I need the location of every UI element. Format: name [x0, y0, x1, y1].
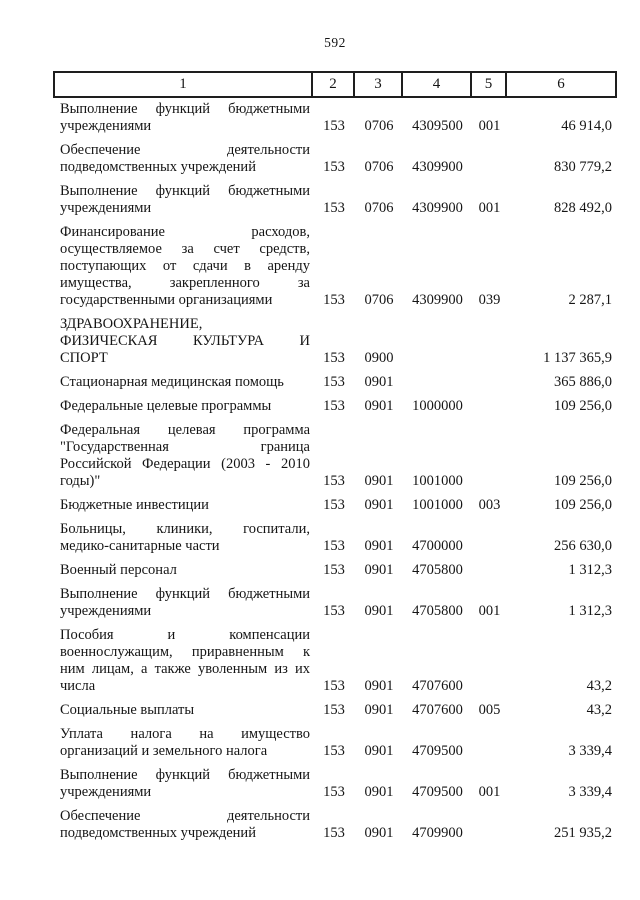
- row-label-line: Обеспечение деятельности: [60, 808, 310, 824]
- col-amount: 3 339,4: [568, 784, 612, 800]
- table-row: [53, 586, 617, 620]
- col-amount: 828 492,0: [554, 200, 612, 216]
- row-label: [53, 398, 313, 415]
- table-row: [53, 374, 617, 391]
- row-label-line: СПОРТ: [60, 350, 108, 366]
- row-label-line: поступающих от сдачи в аренду: [60, 258, 310, 274]
- row-label-line: Уплата налога на имущество: [60, 726, 310, 742]
- table-row: [53, 142, 617, 176]
- row-label-line: учреждениями: [60, 784, 152, 800]
- row-label-line: Стационарная медицинская помощь: [60, 374, 284, 390]
- header-cell-6: 6: [505, 71, 617, 98]
- table-row: [53, 316, 617, 367]
- row-label-line: ним лицам, а также уволенным из их: [60, 661, 310, 677]
- col-section-code: 0706: [364, 159, 394, 175]
- col-target-article-code: 4709500: [412, 784, 463, 800]
- table-row: [53, 224, 617, 309]
- header-cell-5: 5: [470, 71, 507, 98]
- table-row: [53, 726, 617, 760]
- col-amount: 43,2: [586, 702, 612, 718]
- col-section-code: 0901: [364, 538, 394, 554]
- col-chapter-code: 153: [323, 374, 345, 390]
- row-label: [53, 562, 313, 579]
- row-label-line: числа: [60, 678, 96, 694]
- row-label-line: Бюджетные инвестиции: [60, 497, 209, 513]
- row-label-line: имущества, закрепленного за: [60, 275, 310, 291]
- col-target-article-code: 4705800: [412, 562, 463, 578]
- col-chapter-code: 153: [323, 603, 345, 619]
- col-target-article-code: 4707600: [412, 702, 463, 718]
- col-chapter-code: 153: [323, 200, 345, 216]
- col-amount: 1 312,3: [568, 603, 612, 619]
- col-amount: 251 935,2: [554, 825, 612, 841]
- row-label-line: Военный персонал: [60, 562, 177, 578]
- row-label-line: Социальные выплаты: [60, 702, 195, 718]
- col-chapter-code: 153: [323, 702, 345, 718]
- col-chapter-code: 153: [323, 473, 345, 489]
- row-label-line: Федеральные целевые программы: [60, 398, 272, 414]
- row-label-line: учреждениями: [60, 603, 152, 619]
- row-label-line: организаций и земельного налога: [60, 743, 268, 759]
- table-row: [53, 562, 617, 579]
- col-target-article-code: 1001000: [412, 497, 463, 513]
- row-label: [53, 627, 313, 695]
- col-target-article-code: 4707600: [412, 678, 463, 694]
- col-target-article-code: 1001000: [412, 473, 463, 489]
- row-label: [53, 101, 313, 135]
- row-label: [53, 702, 313, 719]
- table-row: [53, 521, 617, 555]
- col-section-code: 0901: [364, 603, 394, 619]
- col-target-article-code: 1000000: [412, 398, 463, 414]
- row-label-line: Больницы, клиники, госпитали,: [60, 521, 310, 537]
- col-chapter-code: 153: [323, 398, 345, 414]
- col-expense-type-code: 005: [478, 702, 501, 718]
- table-row: [53, 183, 617, 217]
- row-label-line: Пособия и компенсации: [60, 627, 310, 643]
- col-section-code: 0706: [364, 118, 394, 134]
- col-section-code: 0901: [364, 784, 394, 800]
- row-label: [53, 808, 313, 842]
- row-label: [53, 521, 313, 555]
- col-expense-type-code: 039: [478, 292, 501, 308]
- col-amount: 109 256,0: [554, 497, 612, 513]
- col-chapter-code: 153: [323, 678, 345, 694]
- col-section-code: 0901: [364, 473, 394, 489]
- col-amount: 43,2: [586, 678, 612, 694]
- row-label-line: Федеральная целевая программа: [60, 422, 310, 438]
- row-label: [53, 726, 313, 760]
- col-section-code: 0901: [364, 374, 394, 390]
- row-label-line: Российской Федерации (2003 - 2010: [60, 456, 310, 472]
- row-label-line: "Государственная граница: [60, 439, 310, 455]
- row-label-line: государственными организациями: [60, 292, 273, 308]
- col-expense-type-code: 001: [478, 603, 501, 619]
- row-label: [53, 374, 313, 391]
- row-label: [53, 422, 313, 490]
- col-amount: 3 339,4: [568, 743, 612, 759]
- row-label: [53, 224, 313, 309]
- col-chapter-code: 153: [323, 562, 345, 578]
- col-section-code: 0901: [364, 562, 394, 578]
- col-section-code: 0901: [364, 497, 394, 513]
- row-label-line: Выполнение функций бюджетными: [60, 101, 310, 117]
- col-chapter-code: 153: [323, 743, 345, 759]
- col-amount: 830 779,2: [554, 159, 612, 175]
- table-header-row: [53, 71, 617, 98]
- col-chapter-code: 153: [323, 350, 345, 366]
- col-amount: 365 886,0: [554, 374, 612, 390]
- row-label-line: ЗДРАВООХРАНЕНИЕ,: [60, 316, 203, 332]
- row-label: [53, 497, 313, 514]
- col-section-code: 0901: [364, 825, 394, 841]
- col-chapter-code: 153: [323, 497, 345, 513]
- row-label-line: учреждениями: [60, 200, 152, 216]
- col-section-code: 0901: [364, 398, 394, 414]
- col-section-code: 0901: [364, 678, 394, 694]
- col-target-article-code: 4309900: [412, 292, 463, 308]
- col-section-code: 0900: [364, 350, 394, 366]
- row-label-line: подведомственных учреждений: [60, 825, 256, 841]
- row-label: [53, 142, 313, 176]
- row-label: [53, 586, 313, 620]
- col-chapter-code: 153: [323, 784, 345, 800]
- col-expense-type-code: 001: [478, 200, 501, 216]
- col-amount: 109 256,0: [554, 473, 612, 489]
- col-chapter-code: 153: [323, 538, 345, 554]
- col-target-article-code: 4700000: [412, 538, 463, 554]
- row-label-line: военнослужащим, приравненным к: [60, 644, 310, 660]
- table-row: [53, 497, 617, 514]
- col-target-article-code: 4709500: [412, 743, 463, 759]
- col-expense-type-code: 003: [478, 497, 501, 513]
- row-label-line: осуществляемое за счет средств,: [60, 241, 310, 257]
- col-amount: 109 256,0: [554, 398, 612, 414]
- col-amount: 1 312,3: [568, 562, 612, 578]
- table-body: [53, 101, 617, 842]
- col-expense-type-code: 001: [478, 118, 501, 134]
- col-target-article-code: 4709900: [412, 825, 463, 841]
- table-row: [53, 702, 617, 719]
- row-label-line: медико-санитарные части: [60, 538, 220, 554]
- table-row: [53, 627, 617, 695]
- col-target-article-code: 4309500: [412, 118, 463, 134]
- header-cell-4: 4: [401, 71, 472, 98]
- row-label-line: подведомственных учреждений: [60, 159, 256, 175]
- page-number: 592: [324, 35, 346, 50]
- col-target-article-code: 4309900: [412, 159, 463, 175]
- col-amount: 2 287,1: [568, 292, 612, 308]
- col-section-code: 0706: [364, 200, 394, 216]
- col-target-article-code: 4309900: [412, 200, 463, 216]
- row-label-line: годы)": [60, 473, 101, 489]
- row-label-line: Обеспечение деятельности: [60, 142, 310, 158]
- table-row: [53, 808, 617, 842]
- table-row: [53, 422, 617, 490]
- col-amount: 46 914,0: [561, 118, 612, 134]
- table-row: [53, 398, 617, 415]
- col-expense-type-code: 001: [478, 784, 501, 800]
- col-target-article-code: 4705800: [412, 603, 463, 619]
- col-amount: 1 137 365,9: [543, 350, 612, 366]
- col-chapter-code: 153: [323, 118, 345, 134]
- row-label: [53, 183, 313, 217]
- row-label-line: Выполнение функций бюджетными: [60, 586, 310, 602]
- row-label-line: Выполнение функций бюджетными: [60, 767, 310, 783]
- row-label-line: Финансирование расходов,: [60, 224, 310, 240]
- col-section-code: 0901: [364, 743, 394, 759]
- col-chapter-code: 153: [323, 292, 345, 308]
- col-chapter-code: 153: [323, 825, 345, 841]
- row-label-line: Выполнение функций бюджетными: [60, 183, 310, 199]
- header-cell-1: 1: [53, 71, 313, 98]
- row-label-line: ФИЗИЧЕСКАЯ КУЛЬТУРА И: [60, 333, 310, 349]
- table-row: [53, 101, 617, 135]
- col-amount: 256 630,0: [554, 538, 612, 554]
- col-section-code: 0901: [364, 702, 394, 718]
- col-chapter-code: 153: [323, 159, 345, 175]
- table-row: [53, 767, 617, 801]
- header-cell-3: 3: [353, 71, 403, 98]
- row-label-line: учреждениями: [60, 118, 152, 134]
- col-section-code: 0706: [364, 292, 394, 308]
- row-label: [53, 316, 313, 367]
- header-cell-2: 2: [311, 71, 355, 98]
- row-label: [53, 767, 313, 801]
